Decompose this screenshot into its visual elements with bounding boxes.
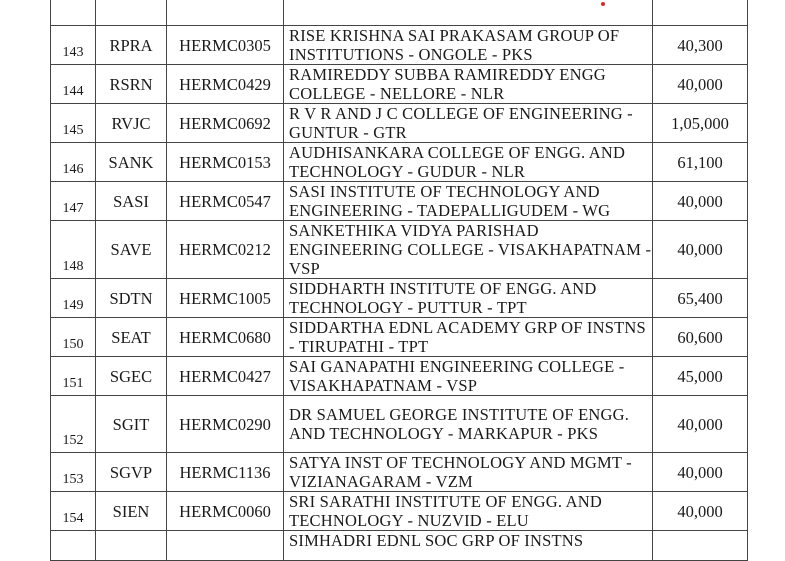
serial-number: 154 — [51, 492, 96, 531]
college-id: HERMC1005 — [167, 279, 284, 318]
college-id: HERMC0153 — [167, 143, 284, 182]
table-row — [51, 396, 748, 453]
college-name: SAI GANAPATHI ENGINEERING COLLEGE - VISAKHAPATNAM - VSP — [284, 357, 653, 396]
table-row — [51, 26, 748, 65]
college-name: SIDDARTHA EDNL ACADEMY GRP OF INSTNS - TIRUPATHI - TPT — [284, 318, 653, 357]
table-row — [51, 279, 748, 318]
fee-amount: 40,000 — [653, 65, 748, 104]
college-name: SANKETHIKA VIDYA PARISHAD ENGINEERING COLLEGE - VISAKHAPATNAM - VSP — [284, 221, 653, 279]
college-id: HERMC0429 — [167, 65, 284, 104]
table-row — [51, 453, 748, 492]
fee-amount: 40,000 — [653, 396, 748, 453]
serial-number: 151 — [51, 357, 96, 396]
serial-number: 147 — [51, 182, 96, 221]
college-id: HERMC0212 — [167, 221, 284, 279]
college-name: AUDHISANKARA COLLEGE OF ENGG. AND TECHNOLOGY - GUDUR - NLR — [284, 143, 653, 182]
college-code: SGIT — [96, 396, 167, 453]
fee-amount: 40,300 — [653, 26, 748, 65]
college-name-partial: SIMHADRI EDNL SOC GRP OF INSTNS — [284, 531, 653, 561]
fee-amount: 1,05,000 — [653, 104, 748, 143]
table-row-partial-bottom — [51, 531, 748, 561]
fee-amount: 61,100 — [653, 143, 748, 182]
table-row — [51, 221, 748, 279]
college-name: R V R AND J C COLLEGE OF ENGINEERING - GUNTUR - GTR — [284, 104, 653, 143]
college-code: SDTN — [96, 279, 167, 318]
college-id: HERMC0547 — [167, 182, 284, 221]
college-name: SASI INSTITUTE OF TECHNOLOGY AND ENGINEERING - TADEPALLIGUDEM - WG — [284, 182, 653, 221]
college-id: HERMC0680 — [167, 318, 284, 357]
college-code: SEAT — [96, 318, 167, 357]
college-code: SAVE — [96, 221, 167, 279]
table-row — [51, 357, 748, 396]
fee-amount: 40,000 — [653, 182, 748, 221]
college-code: SASI — [96, 182, 167, 221]
college-name: RISE KRISHNA SAI PRAKASAM GROUP OF INSTITUTIONS - ONGOLE - PKS — [284, 26, 653, 65]
serial-number: 143 — [51, 26, 96, 65]
serial-number: 145 — [51, 104, 96, 143]
table-row — [51, 318, 748, 357]
college-name: SATYA INST OF TECHNOLOGY AND MGMT - VIZIANAGARAM - VZM — [284, 453, 653, 492]
college-code: RSRN — [96, 65, 167, 104]
college-id: HERMC1136 — [167, 453, 284, 492]
serial-number: 144 — [51, 65, 96, 104]
table-row-partial-top — [51, 0, 748, 26]
fee-amount: 65,400 — [653, 279, 748, 318]
college-code: RPRA — [96, 26, 167, 65]
college-code: SGVP — [96, 453, 167, 492]
serial-number: 149 — [51, 279, 96, 318]
fee-amount: 40,000 — [653, 492, 748, 531]
table-row — [51, 182, 748, 221]
fee-amount: 40,000 — [653, 453, 748, 492]
college-id: HERMC0060 — [167, 492, 284, 531]
table-row — [51, 492, 748, 531]
college-code: SANK — [96, 143, 167, 182]
college-id: HERMC0305 — [167, 26, 284, 65]
college-id: HERMC0427 — [167, 357, 284, 396]
fee-amount: 40,000 — [653, 221, 748, 279]
college-name: SRI SARATHI INSTITUTE OF ENGG. AND TECHNOLOGY - NUZVID - ELU — [284, 492, 653, 531]
college-id: HERMC0692 — [167, 104, 284, 143]
fee-amount: 45,000 — [653, 357, 748, 396]
college-name: RAMIREDDY SUBBA RAMIREDDY ENGG COLLEGE - NELLORE - NLR — [284, 65, 653, 104]
fee-table-body — [51, 0, 748, 561]
fee-amount: 60,600 — [653, 318, 748, 357]
college-code: SGEC — [96, 357, 167, 396]
table-row — [51, 143, 748, 182]
college-code: SIEN — [96, 492, 167, 531]
serial-number: 148 — [51, 221, 96, 279]
serial-number: 150 — [51, 318, 96, 357]
serial-number: 153 — [51, 453, 96, 492]
college-id: HERMC0290 — [167, 396, 284, 453]
table-row — [51, 65, 748, 104]
serial-number: 152 — [51, 396, 96, 453]
table-row — [51, 104, 748, 143]
college-code: RVJC — [96, 104, 167, 143]
fee-table — [50, 0, 748, 561]
college-name: SIDDHARTH INSTITUTE OF ENGG. AND TECHNOLOGY - PUTTUR - TPT — [284, 279, 653, 318]
serial-number: 146 — [51, 143, 96, 182]
college-name: DR SAMUEL GEORGE INSTITUTE OF ENGG. AND TECHNOLOGY - MARKAPUR - PKS — [284, 396, 653, 453]
